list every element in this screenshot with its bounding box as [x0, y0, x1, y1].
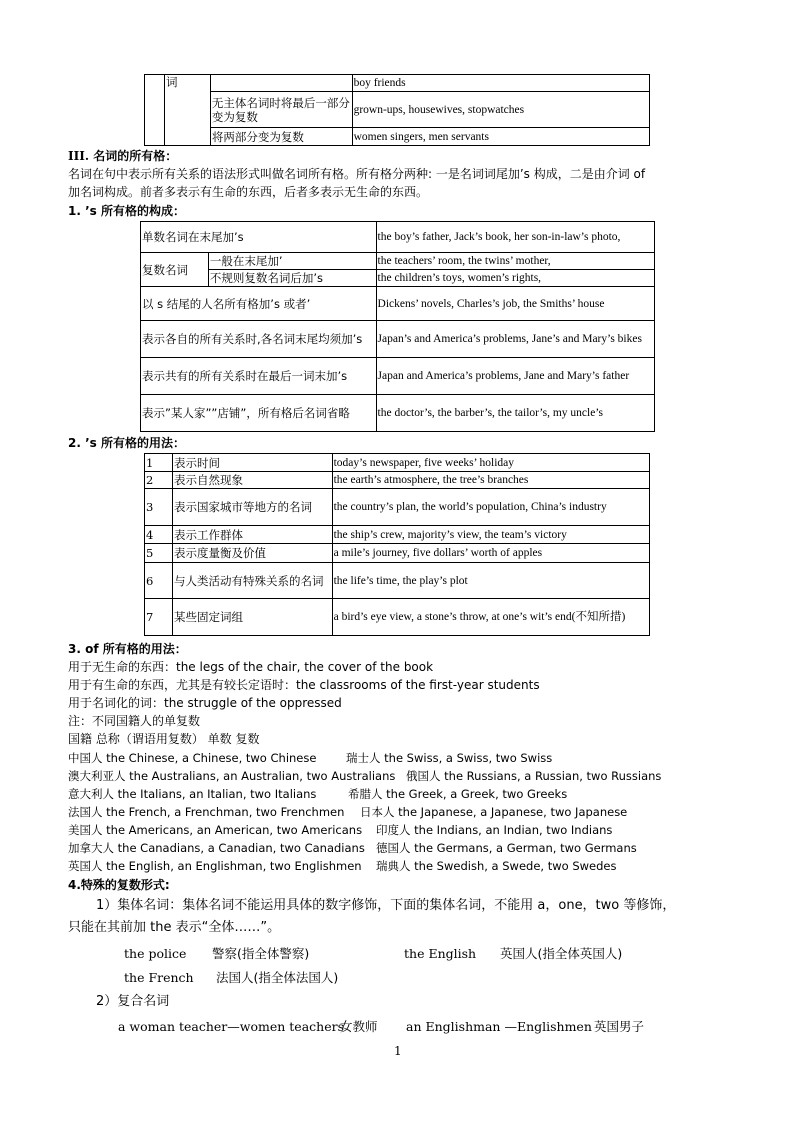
table-cell: 将两部分变为复数	[210, 128, 352, 146]
subsection-heading: 1. ’s 所有格的构成：	[68, 204, 185, 218]
list-item: 意大利人 the Italians, an Italian, two Italians	[68, 787, 317, 801]
example-term: the English	[404, 946, 477, 961]
list-item: 加拿大人 the Canadians, a Canadian, two Canadians	[68, 841, 365, 855]
subsection-heading: 4.特殊的复数形式:	[68, 878, 170, 892]
list-item: 印度人 the Indians, an Indian, two Indians	[376, 823, 613, 837]
text-line: 1）集体名词：集体名词不能运用具体的数字修饰，下面的集体名词，不能用 a，one，two 等修饰，	[96, 898, 676, 913]
table-cell: the children’s toys, women’s rights,	[376, 270, 654, 287]
example-gloss: 英国男子	[594, 1019, 645, 1034]
text-line: 2）复合名词	[96, 994, 170, 1009]
text-line: 用于名词化的词：the struggle of the oppressed	[68, 696, 342, 710]
table-cell: 与人类活动有特殊关系的名词	[172, 563, 332, 599]
subsection-heading: 2. ’s 所有格的用法：	[68, 436, 185, 450]
list-item: 德国人 the Germans, a German, two Germans	[376, 841, 637, 855]
table-cell: today’s newspaper, five weeks’ holiday	[332, 454, 649, 472]
table-cell: women singers, men servants	[352, 128, 649, 146]
table-cell: the life’s time, the play’s plot	[332, 563, 649, 599]
table-cell: 4	[145, 526, 173, 544]
table-cell: 1	[145, 454, 173, 472]
table-cell: the country’s plan, the world’s population, China’s industry	[332, 489, 649, 526]
example-term: the police	[124, 946, 187, 961]
table-cell: 某些固定词组	[172, 599, 332, 636]
table-cell: 表示各自的所有关系时,各名词末尾均须加’s	[141, 321, 377, 358]
table-cell: Japan and America’s problems, Jane and Mary’s father	[376, 358, 654, 395]
table-cell: Dickens’ novels, Charles’s job, the Smiths’ house	[376, 287, 654, 321]
table-cell: the teachers’ room, the twins’ mother,	[376, 253, 654, 270]
example-gloss: 英国人(指全体英国人)	[500, 946, 623, 961]
table-cell: 6	[145, 563, 173, 599]
list-item: 澳大利亚人 the Australians, an Australian, two Australians	[68, 769, 396, 783]
subsection-heading: 3. of 所有格的用法：	[68, 642, 187, 656]
list-item: 中国人 the Chinese, a Chinese, two Chinese	[68, 751, 317, 765]
table-cell: 表示时间	[172, 454, 332, 472]
table-cell: 表示”某人家””店铺”，所有格后名词省略	[141, 395, 377, 432]
example-gloss: 法国人(指全体法国人)	[216, 970, 339, 985]
table-cell: 单数名词在末尾加’s	[141, 222, 377, 253]
table-cell: 词	[164, 75, 210, 146]
table-cell: 表示共有的所有关系时在最后一词末加’s	[141, 358, 377, 395]
table-cell: boy friends	[352, 75, 649, 92]
text-line: 国籍 总称（谓语用复数） 单数 复数	[68, 732, 260, 746]
table-cell: 一般在末尾加’	[208, 253, 376, 270]
table-cell: a mile’s journey, five dollars’ worth of apples	[332, 544, 649, 563]
intro-text: 名词在句中表示所有关系的语法形式叫做名词所有格。所有格分两种: 一是名词词尾加’s 构成，二是由介词 of	[68, 167, 646, 181]
table-cell: 以 s 结尾的人名所有格加’s 或者’	[141, 287, 377, 321]
table-cell	[145, 75, 165, 146]
list-item: 美国人 the Americans, an American, two Americans	[68, 823, 363, 837]
table-cell: Japan’s and America’s problems, Jane’s and Mary’s bikes	[376, 321, 654, 358]
table-cell: 表示国家城市等地方的名词	[172, 489, 332, 526]
list-item: 英国人 the English, an Englishman, two Englishmen	[68, 859, 362, 873]
list-item: 瑞士人 the Swiss, a Swiss, two Swiss	[346, 751, 553, 765]
compound-noun-table	[144, 74, 650, 146]
table-cell: the earth’s atmosphere, the tree’s branches	[332, 472, 649, 489]
possessive-usage-table	[144, 453, 650, 636]
table-cell: the doctor’s, the barber’s, the tailor’s, my uncle’s	[376, 395, 654, 432]
table-cell: 复数名词	[141, 253, 209, 287]
list-item: 希腊人 the Greek, a Greek, two Greeks	[348, 787, 568, 801]
table-cell: 2	[145, 472, 173, 489]
intro-text: 加名词构成。前者多表示有生命的东西，后者多表示无生命的东西。	[68, 185, 429, 199]
text-line: 只能在其前加 the 表示“全体……”。	[68, 920, 281, 935]
list-item: 法国人 the French, a Frenchman, two Frenchmen	[68, 805, 345, 819]
example-term: an Englishman —Englishmen	[406, 1019, 592, 1034]
possessive-formation-table	[140, 221, 655, 432]
example-term: a woman teacher—women teachers	[118, 1019, 344, 1034]
table-cell: 3	[145, 489, 173, 526]
list-item: 俄国人 the Russians, a Russian, two Russians	[406, 769, 662, 783]
section-heading: III. 名词的所有格：	[68, 149, 178, 163]
table-cell: grown-ups, housewives, stopwatches	[352, 92, 649, 128]
list-item: 日本人 the Japanese, a Japanese, two Japanese	[360, 805, 628, 819]
table-cell	[210, 75, 352, 92]
table-cell: 5	[145, 544, 173, 563]
table-cell: the ship’s crew, majority’s view, the team’s victory	[332, 526, 649, 544]
table-cell: 表示度量衡及价值	[172, 544, 332, 563]
table-cell: the boy’s father, Jack’s book, her son-in-law’s photo,	[376, 222, 654, 253]
example-term: the French	[124, 970, 194, 985]
list-item: 瑞典人 the Swedish, a Swede, two Swedes	[376, 859, 617, 873]
text-line: 注：不同国籍人的单复数	[68, 714, 201, 728]
table-cell: 表示工作群体	[172, 526, 332, 544]
table-cell: 不规则复数名词后加’s	[208, 270, 376, 287]
page-number: 1	[394, 1044, 402, 1058]
table-cell: 7	[145, 599, 173, 636]
table-cell: 无主体名词时将最后一部分变为复数	[210, 92, 352, 128]
text-line: 用于无生命的东西：the legs of the chair, the cover of the book	[68, 660, 434, 674]
example-gloss: 警察(指全体警察)	[212, 946, 310, 961]
text-line: 用于有生命的东西，尤其是有较长定语时：the classrooms of the first-year students	[68, 678, 540, 692]
table-cell: 表示自然现象	[172, 472, 332, 489]
example-gloss: 女教师	[340, 1019, 378, 1034]
table-cell: a bird’s eye view, a stone’s throw, at one’s wit’s end(不知所措)	[332, 599, 649, 636]
